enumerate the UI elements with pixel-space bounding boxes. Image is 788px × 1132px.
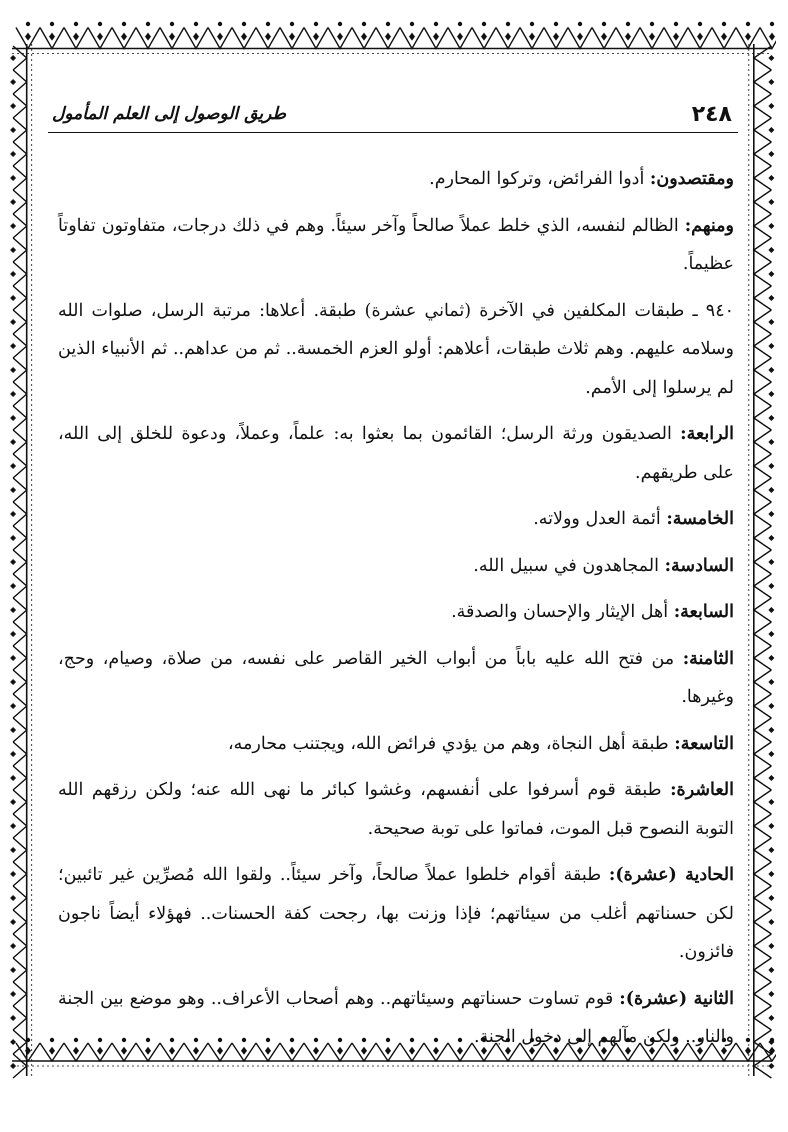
border-motif	[481, 33, 487, 41]
border-motif	[10, 295, 16, 301]
page-number: ٢٤٨	[691, 102, 732, 127]
body-text	[58, 160, 734, 1065]
paragraph	[58, 415, 734, 492]
border-motif	[626, 22, 630, 26]
border-motif	[193, 33, 199, 41]
border-motif	[10, 55, 16, 61]
border-motif	[768, 871, 774, 877]
border-motif	[768, 991, 774, 997]
paragraph	[58, 500, 734, 539]
border-motif	[625, 33, 631, 41]
paragraph	[58, 725, 734, 764]
border-motif	[768, 367, 774, 373]
paragraph	[58, 292, 734, 408]
border-motif	[10, 919, 16, 925]
border-motif	[577, 33, 583, 41]
border-motif	[10, 199, 16, 205]
border-motif	[73, 33, 79, 41]
border-motif	[218, 22, 222, 26]
border-motif	[10, 343, 16, 349]
border-motif	[505, 33, 511, 41]
border-motif	[768, 391, 774, 397]
border-motif	[265, 33, 271, 41]
paragraph-text: أئمة العدل وولاته.	[533, 509, 667, 529]
paragraph-label: الحادية (عشرة):	[608, 865, 735, 885]
border-motif	[10, 1039, 16, 1045]
border-motif	[529, 33, 535, 41]
border-motif	[314, 22, 318, 26]
paragraph-text: ٩٤٠ ـ طبقات المكلفين في الآخرة (ثماني عشرة) طبقة. أعلاها: مرتبة الرسل، صلوات الله وسلامه عليهم. وهم ثلاث طبقات، أعلاهم: أولو العزم الخمسة.. ثم من عداهم.. ثم الأنبياء الذين لم يرسلوا إلى الأمم.	[58, 300, 734, 398]
border-motif	[361, 33, 367, 41]
border-motif	[50, 1038, 54, 1042]
paragraph-label: العاشرة:	[670, 780, 734, 800]
border-motif	[649, 33, 655, 41]
border-motif	[410, 22, 414, 26]
border-motif	[768, 199, 774, 205]
border-motif	[385, 33, 391, 41]
border-motif	[768, 1015, 774, 1021]
border-motif	[770, 22, 774, 26]
border-motif	[194, 22, 198, 26]
paragraph-text: من فتح الله عليه باباً من أبواب الخير القاصر على نفسه، من صلاة، وصيام، وحج، وغيرها.	[58, 648, 734, 707]
border-motif	[673, 33, 679, 41]
paragraph-label: الرابعة:	[680, 424, 734, 444]
border-motif	[10, 439, 16, 445]
border-motif	[242, 22, 246, 26]
border-motif	[768, 967, 774, 973]
border-motif	[10, 847, 16, 853]
border-motif	[10, 463, 16, 469]
border-motif	[26, 22, 30, 26]
border-motif	[10, 79, 16, 85]
border-motif	[768, 271, 774, 277]
border-motif	[121, 33, 127, 41]
border-motif	[10, 487, 16, 493]
border-motif	[601, 33, 607, 41]
paragraph-text: قوم تساوت حسناتهم وسيئاتهم.. وهم أصحاب الأعراف.. وهو موضع بين الجنة والنار.. ولكن مآلهم إلى دخول الجنة.	[58, 988, 734, 1047]
border-motif	[10, 871, 16, 877]
border-motif	[10, 727, 16, 733]
border-motif	[290, 22, 294, 26]
border-motif	[49, 33, 55, 41]
border-motif	[768, 655, 774, 661]
border-motif	[10, 967, 16, 973]
paragraph	[58, 593, 734, 632]
running-title: طريق الوصول إلى العلم المأمول	[52, 104, 287, 124]
ornamental-border-left	[8, 40, 42, 1080]
border-motif	[98, 22, 102, 26]
border-motif	[74, 22, 78, 26]
border-motif	[768, 103, 774, 109]
border-motif	[768, 295, 774, 301]
border-motif	[313, 33, 319, 41]
border-motif	[10, 751, 16, 757]
border-motif	[10, 535, 16, 541]
border-motif	[10, 151, 16, 157]
border-motif	[10, 223, 16, 229]
paragraph	[58, 980, 734, 1057]
border-motif	[768, 247, 774, 253]
border-motif	[768, 511, 774, 517]
border-motif	[768, 1063, 774, 1069]
border-motif	[768, 559, 774, 565]
border-motif	[10, 655, 16, 661]
paragraph-text: طبقة قوم أسرفوا على أنفسهم، وغشوا كبائر ما نهى الله عنه؛ ولكن رزقهم الله التوبة النصوح قبل الموت، فماتوا على توبة صحيحة.	[58, 780, 734, 839]
ornamental-border-right	[734, 40, 778, 1080]
border-motif	[10, 559, 16, 565]
border-motif	[217, 33, 223, 41]
border-motif	[10, 1063, 16, 1069]
border-motif	[169, 33, 175, 41]
border-motif	[506, 22, 510, 26]
border-motif	[50, 22, 54, 26]
paragraph-label: الخامسة:	[666, 509, 734, 529]
border-motif	[768, 583, 774, 589]
border-motif	[721, 33, 727, 41]
border-motif	[10, 703, 16, 709]
border-motif	[578, 22, 582, 26]
border-motif	[768, 151, 774, 157]
border-motif	[746, 22, 750, 26]
border-motif	[553, 33, 559, 41]
border-motif	[10, 775, 16, 781]
border-motif	[768, 175, 774, 181]
border-motif	[650, 22, 654, 26]
border-motif	[10, 271, 16, 277]
border-motif	[10, 607, 16, 613]
border-motif	[482, 22, 486, 26]
border-motif	[10, 415, 16, 421]
ornamental-border-top	[8, 10, 776, 80]
paragraph-text: أهل الإيثار والإحسان والصدقة.	[451, 602, 674, 622]
border-motif	[602, 22, 606, 26]
border-motif	[122, 22, 126, 26]
paragraph-label: الثانية (عشرة):	[619, 988, 734, 1009]
border-motif	[10, 247, 16, 253]
paragraph	[58, 640, 734, 717]
border-motif	[10, 895, 16, 901]
border-motif	[698, 22, 702, 26]
paragraph-label: ومنهم:	[684, 215, 734, 236]
paragraph-text: طبقة أهل النجاة، وهم من يؤدي فرائض الله، ويجتنب محارمه،	[228, 733, 675, 754]
border-motif	[768, 535, 774, 541]
border-motif	[768, 223, 774, 229]
border-motif	[10, 991, 16, 997]
border-motif	[722, 22, 726, 26]
border-motif	[768, 487, 774, 493]
border-motif	[10, 1015, 16, 1021]
border-motif	[337, 33, 343, 41]
border-motif	[768, 463, 774, 469]
paragraph-label: ومقتصدون:	[649, 169, 734, 189]
border-motif	[768, 439, 774, 445]
border-motif	[10, 319, 16, 325]
paragraph	[58, 547, 734, 586]
border-motif	[10, 823, 16, 829]
border-motif	[554, 22, 558, 26]
border-motif	[768, 775, 774, 781]
border-motif	[768, 895, 774, 901]
border-motif	[386, 22, 390, 26]
border-motif	[10, 631, 16, 637]
border-motif	[674, 22, 678, 26]
paragraph-text: الصديقون ورثة الرسل؛ القائمون بما بعثوا به: علماً، وعملاً، ودعوة للخلق إلى الله، على طريقهم.	[58, 424, 734, 483]
paragraph-label: السابعة:	[673, 602, 734, 622]
paragraph-text: الظالم لنفسه، الذي خلط عملاً صالحاً وآخر سيئاً. وهم في ذلك درجات، متفاوتون تفاوتاً عظيماً.	[58, 215, 734, 274]
border-motif	[768, 703, 774, 709]
border-motif	[10, 127, 16, 133]
border-motif	[170, 22, 174, 26]
border-motif	[768, 607, 774, 613]
border-motif	[409, 33, 415, 41]
border-motif	[146, 22, 150, 26]
border-motif	[49, 1047, 55, 1055]
border-motif	[10, 799, 16, 805]
border-motif	[457, 33, 463, 41]
border-motif	[10, 367, 16, 373]
border-motif	[289, 33, 295, 41]
border-motif	[145, 33, 151, 41]
paragraph-label: السادسة:	[664, 555, 734, 576]
paragraph-label: الثامنة:	[682, 648, 734, 669]
border-motif	[768, 343, 774, 349]
border-motif	[768, 55, 774, 61]
border-motif	[768, 727, 774, 733]
border-motif	[768, 799, 774, 805]
border-motif	[768, 823, 774, 829]
border-motif	[768, 319, 774, 325]
border-motif	[458, 22, 462, 26]
border-motif	[338, 22, 342, 26]
border-motif	[97, 33, 103, 41]
border-motif	[768, 415, 774, 421]
border-motif	[10, 391, 16, 397]
border-motif	[10, 943, 16, 949]
border-motif	[768, 127, 774, 133]
border-motif	[241, 33, 247, 41]
border-motif	[530, 22, 534, 26]
border-motif	[10, 103, 16, 109]
paragraph	[58, 207, 734, 284]
paragraph	[58, 771, 734, 848]
border-motif	[768, 679, 774, 685]
header-rule	[48, 132, 738, 133]
border-motif	[768, 631, 774, 637]
border-motif	[768, 847, 774, 853]
paragraph-text: أدوا الفرائض، وتركوا المحارم.	[429, 169, 650, 189]
border-motif	[697, 33, 703, 41]
paragraph-label: التاسعة:	[674, 733, 734, 754]
paragraph	[58, 856, 734, 972]
border-motif	[768, 79, 774, 85]
page-header	[48, 100, 738, 130]
border-motif	[768, 751, 774, 757]
border-motif	[768, 943, 774, 949]
border-motif	[266, 22, 270, 26]
paragraph-text: طبقة أقوام خلطوا عملاً صالحاً، وآخر سيئاً.. ولقوا الله مُصرِّين غير تائبين؛ لكن حسناتهم أغلب من سيئاتهم؛ فإذا وزنت بها، رجحت كفة الحسنات.. فهؤلاء أيضاً ناجون فائزون.	[58, 865, 734, 962]
border-motif	[768, 919, 774, 925]
paragraph	[58, 160, 734, 199]
border-motif	[10, 511, 16, 517]
border-motif	[10, 679, 16, 685]
border-motif	[768, 1039, 774, 1045]
border-motif	[433, 33, 439, 41]
border-motif	[362, 22, 366, 26]
paragraph-text: المجاهدون في سبيل الله.	[473, 555, 665, 576]
border-motif	[434, 22, 438, 26]
border-motif	[10, 175, 16, 181]
border-motif	[10, 583, 16, 589]
